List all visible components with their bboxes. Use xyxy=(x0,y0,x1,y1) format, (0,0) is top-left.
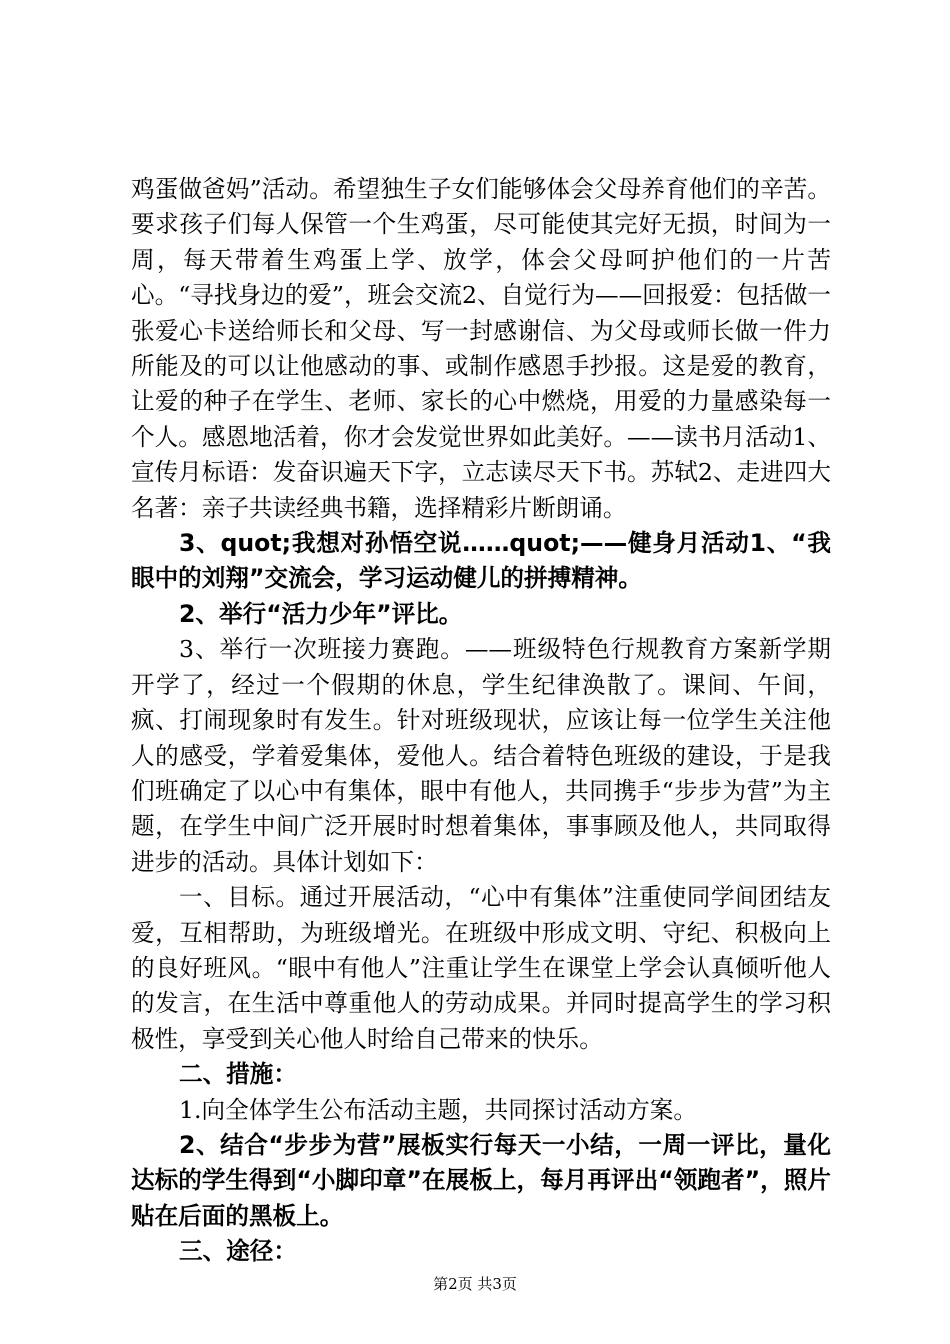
heading-approaches: 三、途径： xyxy=(179,1237,297,1266)
paragraph-measure-1: 1.向全体学生公布活动主题，共同探讨活动方案。 xyxy=(179,1095,697,1124)
page-number-footer: 第2页 共3页 xyxy=(433,1275,517,1293)
paragraph-goals: 一、目标。通过开展活动，“心中有集体”注重使同学间团结友爱，互相帮助，为班级增光。在班级中形成文明、守纪、积极向上的良好班风。“眼中有他人”注重让学生在课堂上学会认真倾听他人的发言，在生活中尊重他人的劳动成果。并同时提高学生的学习积极性，享受到关心他人时给自己带来的快乐。 xyxy=(131,883,831,1053)
heading-measures: 二、措施： xyxy=(179,1060,297,1089)
paragraph-class-plan: 3、举行一次班接力赛跑。——班级特色行规教育方案新学期开学了，经过一个假期的休息，学生纪律涣散了。课间、午间，疯、打闹现象时有发生。针对班级现状，应该让每一位学生关注他人的感受，学着爱集体，爱他人。结合着特色班级的建设，于是我们班确定了以心中有集体，眼中有他人，共同携手“步步为营”为主题，在学生中间广泛开展时时想着集体，事事顾及他人，共同取得进步的活动。具体计划如下： xyxy=(131,635,831,876)
paragraph-gratitude-month: 鸡蛋做爸妈”活动。希望独生子女们能够体会父母养育他们的辛苦。要求孩子们每人保管一个生鸡蛋，尽可能使其完好无损，时间为一周，每天带着生鸡蛋上学、放学，体会父母呵护他们的一片苦心。“寻找身边的爱”，班会交流2、自觉行为——回报爱：包括做一张爱心卡送给师长和父母、写一封感谢信、为父母或师长做一件力所能及的可以让他感动的事、或制作感恩手抄报。这是爱的教育，让爱的种子在学生、老师、家长的心中燃烧，用爱的力量感染每一个人。感恩地活着，你才会发觉世界如此美好。——读书月活动1、宣传月标语：发奋识遍天下字，立志读尽天下书。苏轼2、走进四大名著：亲子共读经典书籍，选择精彩片断朗诵。 xyxy=(131,175,831,522)
document-body xyxy=(131,172,831,1270)
paragraph-fitness-month: 3、quot;我想对孙悟空说……quot;——健身月活动1、“我眼中的刘翔”交流会，学习运动健儿的拼搏精神。 xyxy=(131,529,831,593)
paragraph-measure-2: 2、结合“步步为营”展板实行每天一小结，一周一评比，量化达标的学生得到“小脚印章”在展板上，每月再评出“领跑者”，照片贴在后面的黑板上。 xyxy=(131,1130,831,1230)
paragraph-vitality-award: 2、举行“活力少年”评比。 xyxy=(179,599,463,628)
